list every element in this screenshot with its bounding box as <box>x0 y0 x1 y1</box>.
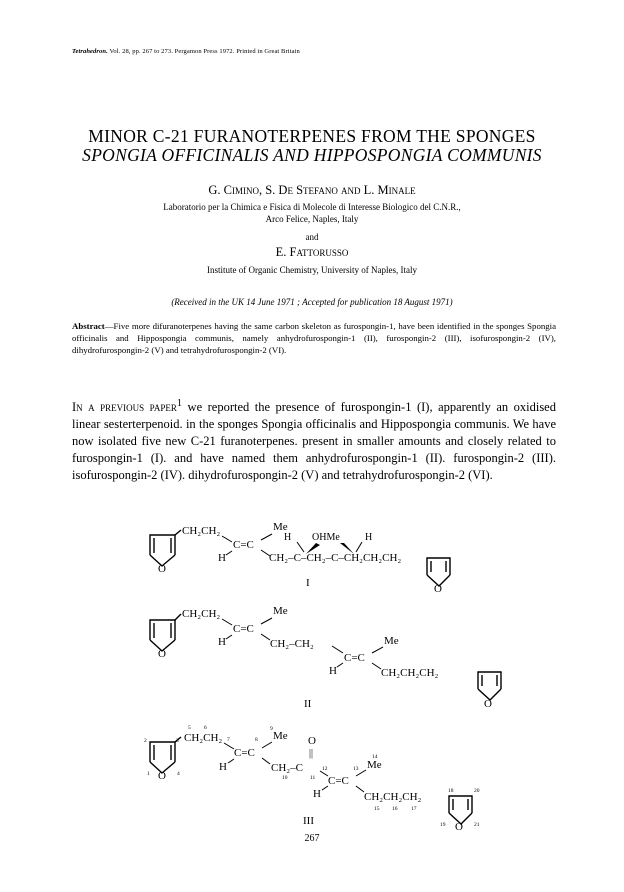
authors-line-2: E. Fattorusso <box>275 245 349 259</box>
atom-number: 6 <box>204 725 207 731</box>
atom-number: 10 <box>282 775 288 781</box>
journal-name: Tetrahedron. <box>72 48 108 55</box>
hydrogen-1: H <box>219 761 227 773</box>
citation: Vol. 28, pp. 267 to 273. Pergamon Press 1972. Printed in Great Britain <box>109 48 300 55</box>
keto-oxygen: O <box>308 735 316 747</box>
furan-oxygen-right: O <box>484 698 492 710</box>
double-bond-label-2: C=C <box>328 775 349 787</box>
furan-oxygen-right: O <box>455 821 463 833</box>
main-chain: CH₂–C–CH₂–C–CH₂CH₂CH₂ <box>269 552 402 564</box>
double-bond-label: C=C <box>233 539 254 551</box>
hydrogen-2: H <box>313 788 321 800</box>
body-text: we reported the presence of furospongin-1 (I), apparently an oxidised linear sesterterpenoid. in the sponges Spongia officinalis and Hippospongia communis. We have now isolated five new C-21 furanoterpenes. present in smaller amounts and closely related to furospongin-1 (I). and have named them anhydrofurospongin-1 (II). furospongin-2 (III). isofurospongin-2 (IV). dihydrofurospongin-2 (V) and tetrahydrofurospongin-2 (VI). <box>72 400 556 483</box>
atom-number: 11 <box>310 775 316 781</box>
and-separator: and <box>305 232 319 242</box>
atom-number: 2 <box>144 738 147 744</box>
atom-number: 8 <box>255 737 258 743</box>
double-bond-label-2: C=C <box>344 652 365 664</box>
atom-number: 19 <box>440 822 446 828</box>
atom-number: 5 <box>188 725 191 731</box>
body-lead: In a previous paper <box>72 400 177 415</box>
received-dates: (Received in the UK 14 June 1971 ; Accepted for publication 18 August 1971) <box>171 297 453 307</box>
furan-oxygen-left: O <box>158 648 166 660</box>
methyl-label-2: Me <box>384 635 399 647</box>
ch2-ch2-label: CH₂–CH₂ <box>270 638 314 650</box>
atom-number: 18 <box>448 788 454 794</box>
double-bond-label-1: C=C <box>234 747 255 759</box>
oh-me-label: OHMe <box>312 532 340 543</box>
atom-number: 4 <box>177 771 180 777</box>
authors-line-1: G. Cimino, S. De Stefano and L. Minale <box>208 183 416 197</box>
affiliation-1-line-1: Laboratorio per la Chimica e Fisica di Molecole di Interesse Biologico del C.N.R., <box>163 202 461 212</box>
abstract-label: Abstract <box>72 321 105 331</box>
atom-number: 13 <box>353 766 359 772</box>
page-number: 267 <box>304 833 320 844</box>
propyl-chain: CH₂CH₂CH₂ <box>381 667 439 679</box>
hydrogen-1: H <box>218 636 226 648</box>
hydrogen-left: H <box>218 552 226 564</box>
atom-number: 12 <box>322 766 328 772</box>
furan-ring-right <box>449 796 472 824</box>
furan-ring-left <box>150 530 181 566</box>
structure-III <box>144 725 480 833</box>
atom-number: 3 <box>176 738 179 744</box>
reference-mark: 1 <box>176 398 183 409</box>
ch2ch2-label: CH₂CH₂ <box>182 608 221 620</box>
carbonyl-double-bond: || <box>309 748 314 759</box>
methyl-label: Me <box>273 521 288 533</box>
furan-ring-right <box>427 558 450 586</box>
atom-number: 7 <box>227 737 230 743</box>
furan-ring-left <box>150 614 181 651</box>
title-line-2: SPONGIA OFFICINALIS AND HIPPOSPONGIA COMMUNIS <box>82 145 542 165</box>
structure-label-I: I <box>306 577 310 589</box>
structure-I <box>150 521 450 595</box>
methyl-label-1: Me <box>273 605 288 617</box>
atom-number: 21 <box>474 822 480 828</box>
affiliation-2: Institute of Organic Chemistry, University of Naples, Italy <box>207 265 417 275</box>
title-line-1: MINOR C-21 FURANOTERPENES FROM THE SPONGES <box>88 126 536 146</box>
propyl-chain: CH₂CH₂CH₂ <box>364 791 422 803</box>
ch2ch2-label: CH₂CH₂ <box>182 525 221 537</box>
ch2-c-label: CH₂–C <box>271 762 303 774</box>
atom-number: 20 <box>474 788 480 794</box>
affiliation-1-line-2: Arco Felice, Naples, Italy <box>265 214 359 224</box>
hydrogen-2: H <box>329 665 337 677</box>
furan-oxygen-left: O <box>158 770 166 782</box>
atom-number: 1 <box>147 771 150 777</box>
ch2ch2-label: CH₂CH₂ <box>184 732 223 744</box>
methyl-label-1: Me <box>273 730 288 742</box>
structure-label-III: III <box>303 815 314 827</box>
abstract-text: —Five more difuranoterpenes having the same carbon skeleton as furospongin-1, have been identified in the sponges Spongia officinalis and Hippospongia communis, namely anhydrofurospongin-1 (II), furospongin-2 (III), isofurospongin-2 (IV), dihydrofurospongin-2 (V) and tetrahydrofurospongin-2 (VI). <box>72 321 556 355</box>
hydrogen-top: H <box>284 532 292 543</box>
atom-number: 14 <box>372 754 378 760</box>
double-bond-label-1: C=C <box>233 623 254 635</box>
atom-number: 9 <box>270 726 273 732</box>
atom-number: 17 <box>411 806 417 812</box>
hydrogen-right: H <box>365 532 373 543</box>
furan-oxygen-right: O <box>434 583 442 595</box>
methyl-label-2: Me <box>367 759 382 771</box>
furan-ring-right <box>478 672 501 700</box>
atom-number: 16 <box>392 806 398 812</box>
structure-II <box>150 605 501 710</box>
structure-label-II: II <box>304 698 312 710</box>
furan-oxygen-left: O <box>158 563 166 575</box>
atom-number: 15 <box>374 806 380 812</box>
